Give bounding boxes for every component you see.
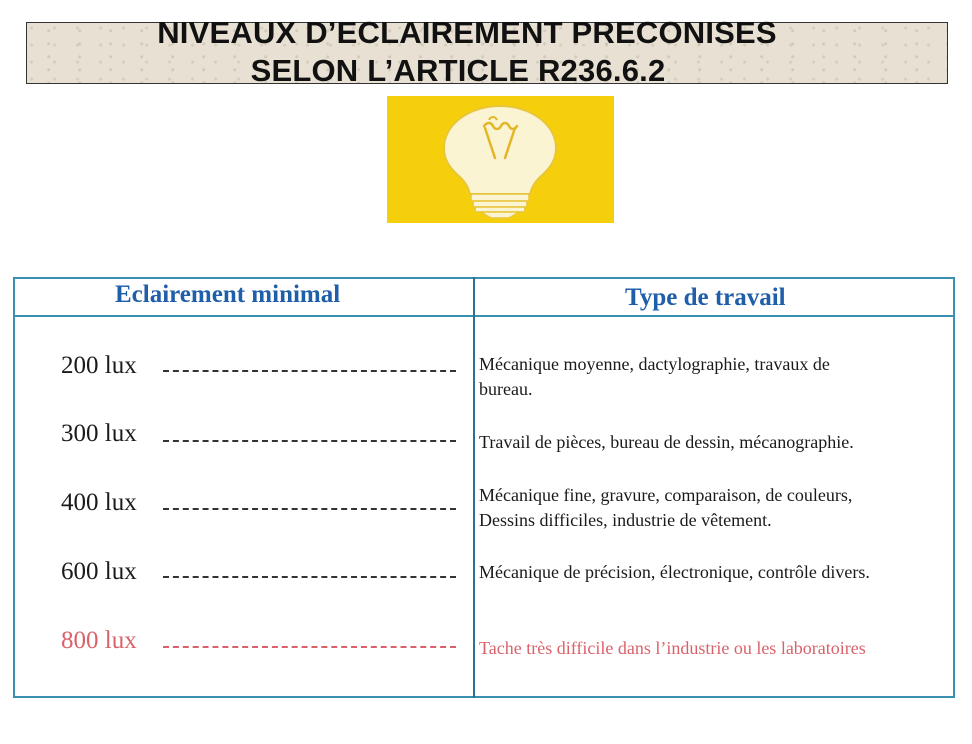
work-line: Tache très difficile dans l’industrie ou les laboratoires [479, 638, 866, 658]
lux-value: 600 lux [61, 558, 137, 585]
page-title-line-2: SELON L’ARTICLE R236.6.2 [250, 53, 666, 88]
dash-leader [163, 576, 456, 578]
header-eclairement: Eclairement minimal [115, 281, 341, 308]
lightbulb-icon [387, 96, 614, 223]
work-type [479, 560, 949, 585]
column-divider [473, 277, 475, 698]
work-type [479, 430, 949, 455]
lux-value-highlight: 800 lux [61, 627, 137, 654]
title-banner [26, 15, 948, 88]
lightbulb-panel [387, 96, 614, 223]
work-line: Dessins difficiles, industrie de vêtement. [479, 510, 772, 530]
work-type-highlight [479, 636, 949, 661]
lux-value: 200 lux [61, 352, 137, 379]
header-divider [13, 315, 955, 317]
work-line: Mécanique fine, gravure, comparaison, de couleurs, [479, 485, 853, 505]
lux-value: 300 lux [61, 420, 137, 447]
page-title-line-1: NIVEAUX D’ECLAIREMENT PRECONISES [157, 15, 777, 50]
dash-leader [163, 370, 456, 372]
work-type [479, 483, 949, 533]
work-line: Mécanique moyenne, dactylographie, travaux de [479, 354, 830, 374]
lighting-levels-table [13, 277, 955, 698]
dash-leader [163, 508, 456, 510]
dash-leader [163, 440, 456, 442]
work-line: Travail de pièces, bureau de dessin, mécanographie. [479, 432, 854, 452]
work-line: Mécanique de précision, électronique, contrôle divers. [479, 562, 870, 582]
dash-leader-highlight [163, 646, 456, 648]
lux-value: 400 lux [61, 489, 137, 516]
work-line: bureau. [479, 379, 533, 399]
work-type [479, 352, 949, 402]
header-type-travail: Type de travail [625, 284, 786, 311]
